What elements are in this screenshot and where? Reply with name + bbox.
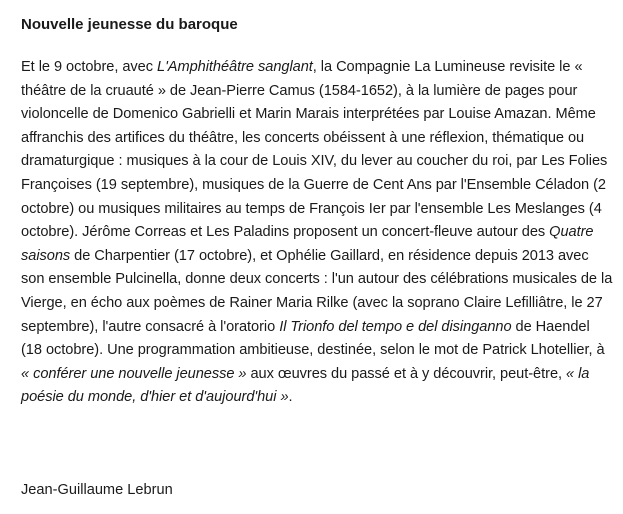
body-text-segment: , la Compagnie La Lumineuse revisite le « théâtre de la cruauté » de Jean-Pierre Camus (1584-1652), à la lumière de pages pour violoncelle de Domenico Gabrielli et Marin Marais interprétées par Louise Amazan. Même affranchis des artifices du théâtre, les concerts obéissent à une réflexion, thématique ou dramaturgique : musiques à la cour de Louis XIV, du lever au coucher du roi, par Les Folies Françoises (19 septembre), musiques de la Guerre de Cent Ans par l'Ensemble Céladon (2 octobre) ou musiques militaires au temps de François Ier par l'ensemble Les Meslanges (4 octobre). Jérôme Correas et Les Paladins proposent un concert-fleuve autour des (21, 59, 608, 241)
quote-poesie-du-monde: « la poésie du monde, d'hier et d'aujourd'hui » (21, 365, 590, 406)
body-text-segment: aux œuvres du passé et à y découvrir, peut-être, (246, 365, 567, 382)
work-title-amphitheatre: L'Amphithéâtre sanglant (157, 59, 313, 75)
author-signature: Jean-Guillaume Lebrun (21, 482, 173, 498)
body-text-segment: . (288, 389, 293, 406)
article (21, 13, 613, 410)
quote-nouvelle-jeunesse: « conférer une nouvelle jeunesse » (21, 365, 247, 382)
body-text-segment: de Charpentier (17 octobre), et Ophélie Gaillard, en résidence depuis 2013 avec son ensemble Pulcinella, donne deux concerts : l'un autour des célébrations musicales de la Vierge, en écho aux poèmes de Rainer Maria Rilke (avec la soprano Claire Lefilliâtre, le 27 septembre), l'autre consacré à l'oratorio (21, 247, 613, 335)
article-title: Nouvelle jeunesse du baroque (21, 16, 238, 33)
work-title-quatre-saisons: Quatre saisons (21, 224, 594, 264)
article-body (21, 56, 613, 410)
work-title-il-trionfo: Il Trionfo del tempo e del disinganno (279, 318, 512, 335)
body-text-segment: Et le 9 octobre, avec (21, 59, 157, 75)
body-text-segment: de Haendel (18 octobre). Une programmation ambitieuse, destinée, selon le mot de Patrick Lhotellier, à (21, 318, 605, 359)
